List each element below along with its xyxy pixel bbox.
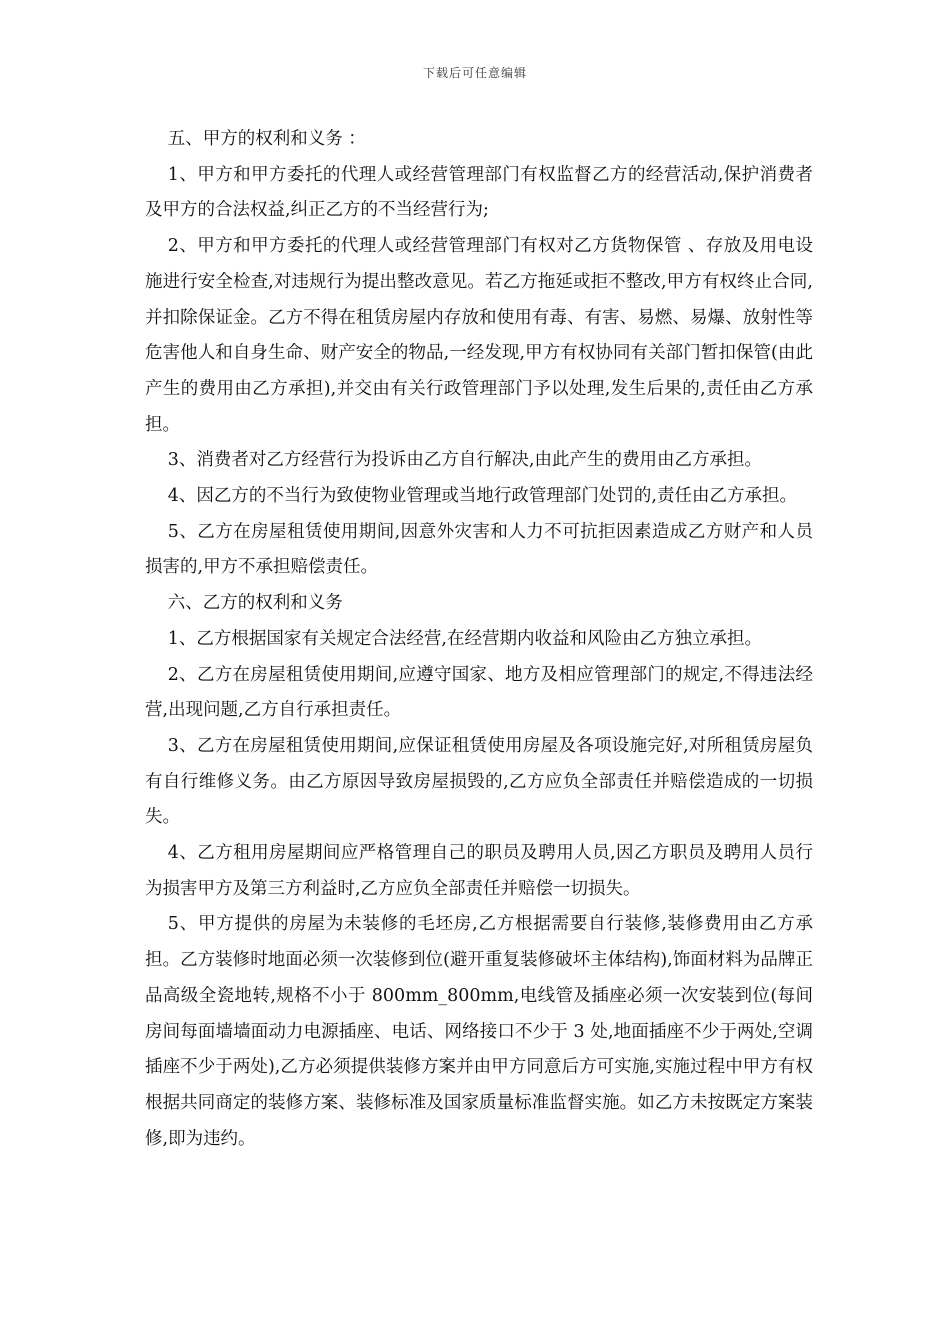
paragraph: 1、甲方和甲方委托的代理人或经营管理部门有权监督乙方的经营活动,保护消费者及甲方的合法权益,纠正乙方的不当经营行为; <box>145 164 813 221</box>
paragraph: 4、因乙方的不当行为致使物业管理或当地行政管理部门处罚的,责任由乙方承担。 <box>167 486 797 507</box>
section-heading-five: 五、甲方的权利和义务 ： <box>167 129 366 149</box>
paragraph: 2、甲方和甲方委托的代理人或经营管理部门有权对乙方货物保管 、存放及用电设施进行安全检查,对违规行为提出整改意见。若乙方拖延或拒不整改,甲方有权终止合同,并扣除保证金。乙方不得在租赁房屋内存放和使用有毒、有害、易燃、易爆、放射性等危害他人和自身生命、财产安全的物品,一经发现,甲方有权协同有关部门暂扣保管(由此产生的费用由乙方承担),并交由有关行政管理部门予以处理,发生后果的,责任由乙方承担。 <box>145 236 813 435</box>
paragraph: 2、乙方在房屋租赁使用期间,应遵守国家、地方及相应管理部门的规定,不得违法经营,出现问题,乙方自行承担责任。 <box>145 664 813 721</box>
document-body <box>145 122 813 1157</box>
page-header: 下载后可任意编辑 <box>422 66 527 80</box>
paragraph: 3、消费者对乙方经营行为投诉由乙方自行解决,由此产生的费用由乙方承担。 <box>167 450 762 471</box>
paragraph: 5、甲方提供的房屋为未装修的毛坯房,乙方根据需要自行装修,装修费用由乙方承担。乙方装修时地面必须一次装修到位(避开重复装修破坏主体结构),饰面材料为品牌正品高级全瓷地转,规格不小于 800mm_800mm,电线管及插座必须一次安装到位(每间房间每面墙墙面动力电源插座、电话、网络接口不少于 3 处,地面插座不少于两处,空调插座不少于两处),乙方必须提供装修方案并由甲方同意后方可实施,实施过程中甲方有权根据共同商定的装修方案、装修标准及国家质量标准监督实施。如乙方未按既定方案装修,即为违约。 <box>145 914 813 1149</box>
paragraph: 5、乙方在房屋租赁使用期间,因意外灾害和人力不可抗拒因素造成乙方财产和人员损害的,甲方不承担赔偿责任。 <box>145 521 813 578</box>
paragraph: 1、乙方根据国家有关规定合法经营,在经营期内收益和风险由乙方独立承担。 <box>167 628 762 649</box>
paragraph: 3、乙方在房屋租赁使用期间,应保证租赁使用房屋及各项设施完好,对所租赁房屋负有自行维修义务。由乙方原因导致房屋损毁的,乙方应负全部责任并赔偿造成的一切损失。 <box>145 735 813 828</box>
section-heading-six: 六、乙方的权利和义务 <box>167 593 343 614</box>
paragraph: 4、乙方租用房屋期间应严格管理自己的职员及聘用人员,因乙方职员及聘用人员行为损害甲方及第三方利益时,乙方应负全部责任并赔偿一切损失。 <box>145 843 813 899</box>
